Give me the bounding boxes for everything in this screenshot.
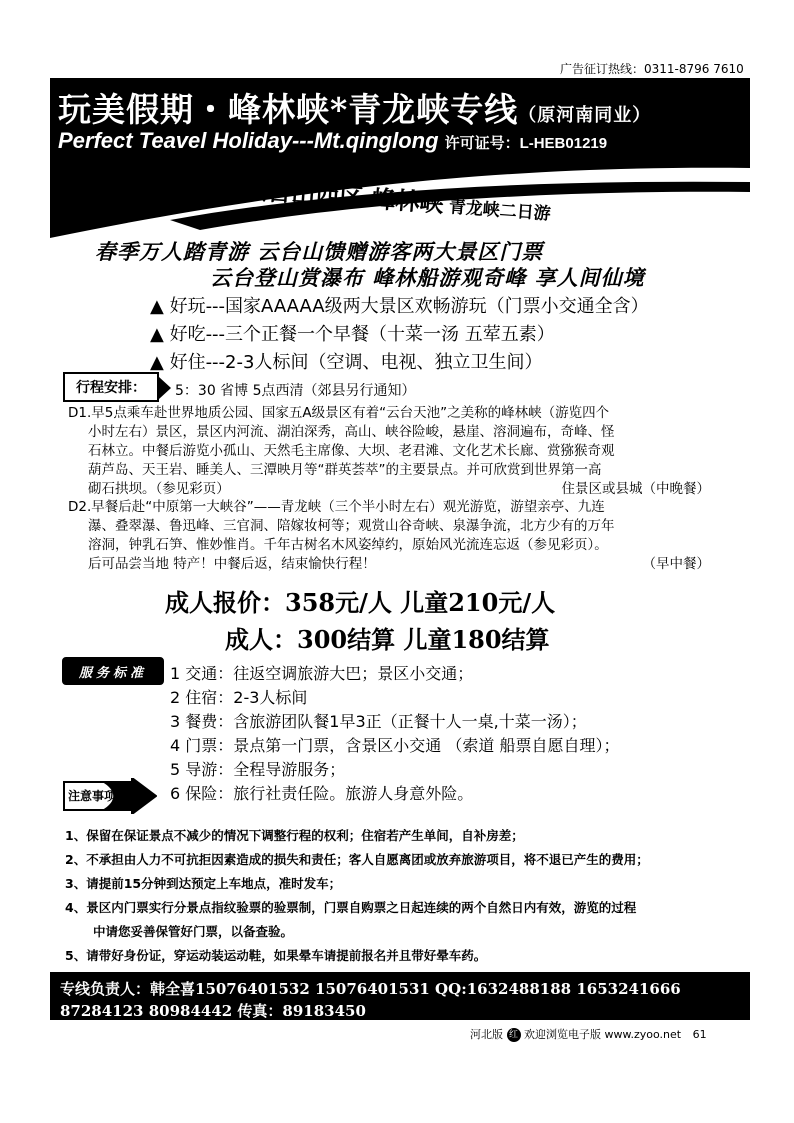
- notice-item: 3、请提前15分钟到达预定上车地点，准时发车；: [65, 876, 342, 891]
- highlight-fun: ▲ 好玩---国家AAAAA级两大景区欢畅游玩（门票小交通全含）: [150, 296, 649, 317]
- contact-line-2: 87284123 80984442 传真：89183450: [60, 1002, 366, 1020]
- notice-item: 5、请带好身份证，穿运动装运动鞋，如果晕车请提前报名并且带好晕车药。: [65, 948, 487, 963]
- title-cn: [58, 84, 651, 131]
- price-settlement: 成人：300结算 儿童180结算: [225, 625, 550, 654]
- page-footer: [470, 1026, 707, 1042]
- day1-line: 石林立。中餐后游览小孤山、天然毛主席像、大坝、老君滩、文化艺术长廊、赏猕猴奇观: [88, 443, 615, 459]
- notice-item: 1、保留在保证景点不减少的情况下调整行程的权利；住宿若产生单间，自补房差；: [65, 828, 524, 843]
- day1-line: 小时左右）景区，景区内河流、湖泊深秀，高山、峡谷险峻，悬崖、溶洞遍布，奇峰、怪: [88, 424, 615, 440]
- highlight-food: ▲ 好吃---三个正餐一个早餐（十菜一汤 五荤五素）: [150, 324, 555, 345]
- day2-meal: （早中餐）: [642, 556, 710, 572]
- day2-line: 瀑、叠翠瀑、鲁迅峰、三官洞、陪嫁妆柯等；观赏山谷奇峡、泉瀑争流，北方少有的万年: [88, 518, 615, 534]
- service-label: 服务标准: [62, 657, 164, 685]
- notice-list: [65, 824, 755, 968]
- service-item: 4 门票：景点第一门票，含景区小交通 （索道 船票自愿自理）；: [170, 736, 620, 755]
- title-cn-main: 玩美假期・峰林峡*青龙峡专线: [58, 90, 519, 129]
- route-part-a: 云台山西区 峰林峡: [242, 174, 445, 218]
- service-item: 3 餐费：含旅游团队餐1早3正（正餐十人一桌,十菜一汤）；: [170, 712, 587, 731]
- highlight-stay: ▲ 好住---2-3人标间（空调、电视、独立卫生间）: [150, 352, 543, 373]
- contact-footer: [50, 972, 750, 1020]
- departure-info: 5：30 省博 5点西清（郊县另行通知）: [175, 383, 416, 399]
- slogan-2: 云台登山赏瀑布 峰林船游观奇峰 享人间仙境: [210, 265, 645, 290]
- header-banner: [50, 78, 750, 160]
- service-item: 5 导游：全程导游服务；: [170, 760, 346, 779]
- slogan-1: 春季万人踏青游 云台山馈赠游客两大景区门票: [95, 239, 544, 264]
- day2-line: D2.早餐后赴“中原第一大峡谷”——青龙峡（三个半小时左右）观光游览，游望亲亭、九连: [68, 499, 605, 515]
- ad-hotline: 广告征订热线：0311-8796 7610: [560, 62, 744, 76]
- service-item: 6 保险：旅行社责任险。旅游人身意外险。: [170, 784, 474, 803]
- price-retail: 成人报价：358元/人 儿童210元/人: [165, 588, 556, 617]
- itinerary-label: 行程安排：: [63, 372, 159, 402]
- edition-label: 河北版: [470, 1028, 503, 1041]
- title-en-text: Perfect Teavel Holiday---Mt.qinglong: [58, 128, 439, 153]
- day1-line: 葫芦岛、天王岩、睡美人、三潭映月等“群英荟萃”的主要景点。并可欣赏到世界第一高: [88, 462, 602, 478]
- notice-label-text: 注意事项:: [68, 789, 121, 803]
- notice-item: 中请您妥善保管好门票，以备查验。: [93, 924, 294, 939]
- brand-logo-icon: 红: [507, 1028, 521, 1042]
- title-suffix: （原河南同业）: [518, 105, 652, 126]
- service-item: 2 住宿：2-3人标间: [170, 688, 308, 707]
- day1-line: 砌石拱坝。（参见彩页）: [88, 481, 230, 497]
- service-list: [170, 662, 619, 806]
- day2-line: 溶洞，钟乳石笋、惟妙惟肖。千年古树名木风姿绰约，原始风光流连忘返（参见彩页）。: [88, 537, 608, 553]
- website-text: 欢迎浏览电子版 www.zyoo.net: [524, 1028, 682, 1041]
- day1-line: D1.早5点乘车赴世界地质公园、国家五A级景区有着“云台天池”之美称的峰林峡（游览四个: [68, 405, 610, 421]
- license-number: 许可证号：L-HEB01219: [444, 135, 608, 152]
- page-number: 61: [692, 1028, 707, 1041]
- contact-line-1: 专线负责人：韩全喜15076401532 15076401531 QQ:1632488188 1653241666: [60, 980, 681, 998]
- day1-meal: 住景区或县城（中晚餐）: [561, 481, 710, 497]
- route-part-b: 青龙峡二日游: [448, 197, 552, 225]
- day2-line: 后可品尝当地 特产！中餐后返，结束愉快行程！: [88, 556, 376, 572]
- notice-item: 2、不承担由人力不可抗拒因素造成的损失和责任；客人自愿离团或放弃旅游项目，将不退已产生的费用；: [65, 852, 649, 867]
- title-en: [58, 128, 607, 154]
- notice-label: [62, 778, 157, 814]
- notice-item: 4、景区内门票实行分景点指纹验票的验票制，门票自购票之日起连续的两个自然日内有效，游览的过程: [65, 900, 637, 915]
- service-item: 1 交通：往返空调旅游大巴；景区小交通；: [170, 664, 474, 683]
